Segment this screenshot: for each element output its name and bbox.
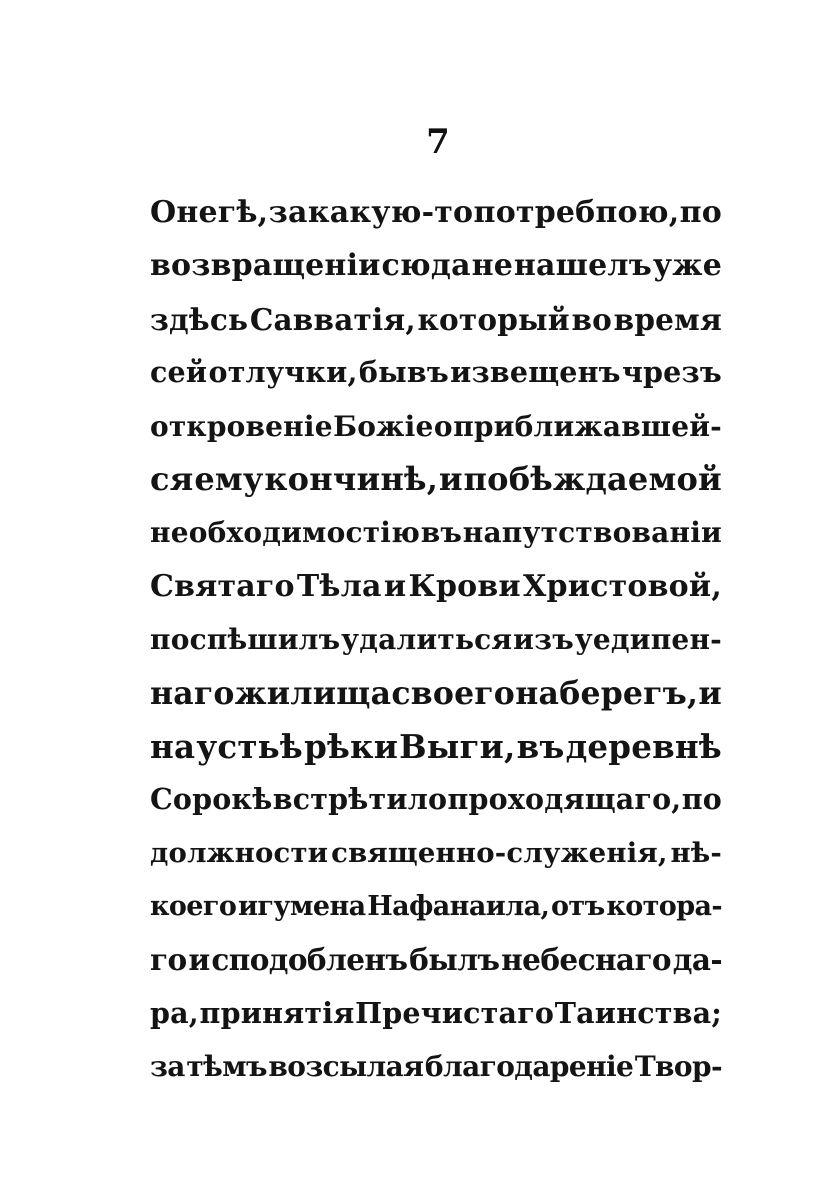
word: поспѣшилъ: [150, 623, 341, 657]
text-line: [150, 560, 722, 613]
text-line: [150, 293, 722, 346]
text-line: [150, 827, 722, 880]
word: Твор-: [634, 1050, 722, 1084]
text-line: [150, 239, 722, 292]
word: кончинѣ,: [264, 459, 439, 498]
word: ра,: [150, 995, 199, 1030]
word: проходящаго,: [447, 782, 682, 817]
page-number: 7: [426, 122, 450, 162]
word: по: [681, 782, 722, 817]
text-line: [150, 987, 722, 1040]
word: изъ: [513, 623, 574, 657]
word: принятія: [199, 995, 355, 1030]
word: котора-: [606, 891, 722, 923]
text-line: [150, 933, 722, 986]
word: отлучки,: [208, 355, 358, 390]
word: въ: [516, 726, 565, 766]
text-line: [150, 667, 722, 720]
word: Выги,: [399, 726, 516, 766]
word: устьѣ: [196, 726, 303, 766]
word: Сорокѣ: [150, 782, 273, 817]
text-line: [150, 720, 722, 773]
word: былъ: [409, 942, 500, 978]
word: сподобленъ: [211, 942, 408, 978]
word: нѣ-: [670, 836, 722, 869]
word: берегъ,: [559, 674, 699, 712]
word: время: [613, 301, 722, 337]
word: возсылая: [268, 1050, 424, 1084]
word: благодареніе: [424, 1050, 634, 1084]
word: и: [188, 942, 210, 978]
word: за: [268, 195, 308, 230]
word: священно-служенія,: [331, 836, 668, 869]
word: Нафанаила,: [367, 891, 550, 923]
word: Святаго: [150, 568, 295, 604]
word: за: [150, 1050, 185, 1084]
word: жилища: [234, 674, 392, 712]
word: нашелъ: [513, 248, 652, 284]
word: ся: [150, 459, 194, 498]
text-line: [150, 613, 722, 666]
word: сюда: [381, 248, 471, 284]
word: сей: [150, 355, 208, 390]
word: откровеніе: [150, 409, 333, 443]
text-line: [150, 346, 722, 399]
word: чрезъ: [621, 355, 722, 390]
text-line: [150, 400, 722, 453]
word: Христовой,: [523, 568, 722, 604]
word: своего: [391, 674, 516, 712]
word: напутствованіи: [462, 516, 722, 550]
word: встрѣтило: [272, 782, 448, 817]
word: деревнѣ: [565, 726, 722, 766]
word: Крови: [408, 568, 521, 604]
word: какую-то: [307, 195, 474, 230]
word: го: [150, 942, 187, 978]
word: приближавшей-: [453, 409, 722, 443]
word: наго: [150, 674, 235, 712]
word: по: [679, 195, 722, 230]
word: потребпою,: [473, 195, 680, 230]
word: удалиться: [341, 623, 513, 657]
word: въ: [420, 516, 463, 550]
word: возвращеніи: [150, 248, 381, 284]
word: уедипен-: [574, 623, 722, 657]
text-line: [150, 186, 722, 239]
word: который: [417, 301, 570, 337]
word: Божіе: [333, 409, 434, 443]
word: Онегѣ,: [150, 195, 269, 230]
text-line: [150, 453, 722, 506]
text-line: [150, 773, 722, 826]
word: и: [698, 674, 722, 712]
word: извещенъ: [450, 355, 621, 390]
word: на: [515, 674, 560, 712]
word: не: [471, 248, 514, 284]
word: ему: [194, 459, 264, 498]
word: здѣсь: [150, 301, 249, 337]
word: да-: [672, 942, 722, 978]
word: о: [433, 409, 453, 443]
text-line: [150, 880, 722, 933]
word: Пречистаго: [355, 995, 555, 1030]
word: бывъ: [358, 355, 449, 390]
word: побѣждаемой: [463, 459, 722, 498]
text-line: [150, 506, 722, 559]
word: должности: [150, 836, 329, 869]
word: небеснаго: [501, 942, 672, 978]
word: Таинства;: [554, 995, 722, 1030]
word: рѣки: [304, 726, 399, 766]
word: на: [150, 726, 196, 766]
body-text: [150, 186, 722, 1094]
word: и: [438, 459, 463, 498]
word: тѣмъ: [186, 1050, 267, 1084]
word: Тѣла: [296, 568, 382, 604]
word: необходимостію: [150, 516, 421, 550]
word: и: [383, 568, 407, 604]
word: игумена: [237, 891, 366, 923]
word: отъ: [550, 891, 605, 923]
word: уже: [652, 248, 722, 284]
word: коего: [150, 891, 237, 923]
text-line: [150, 1040, 722, 1093]
word: во: [571, 301, 613, 337]
word: Савватія,: [249, 301, 416, 337]
